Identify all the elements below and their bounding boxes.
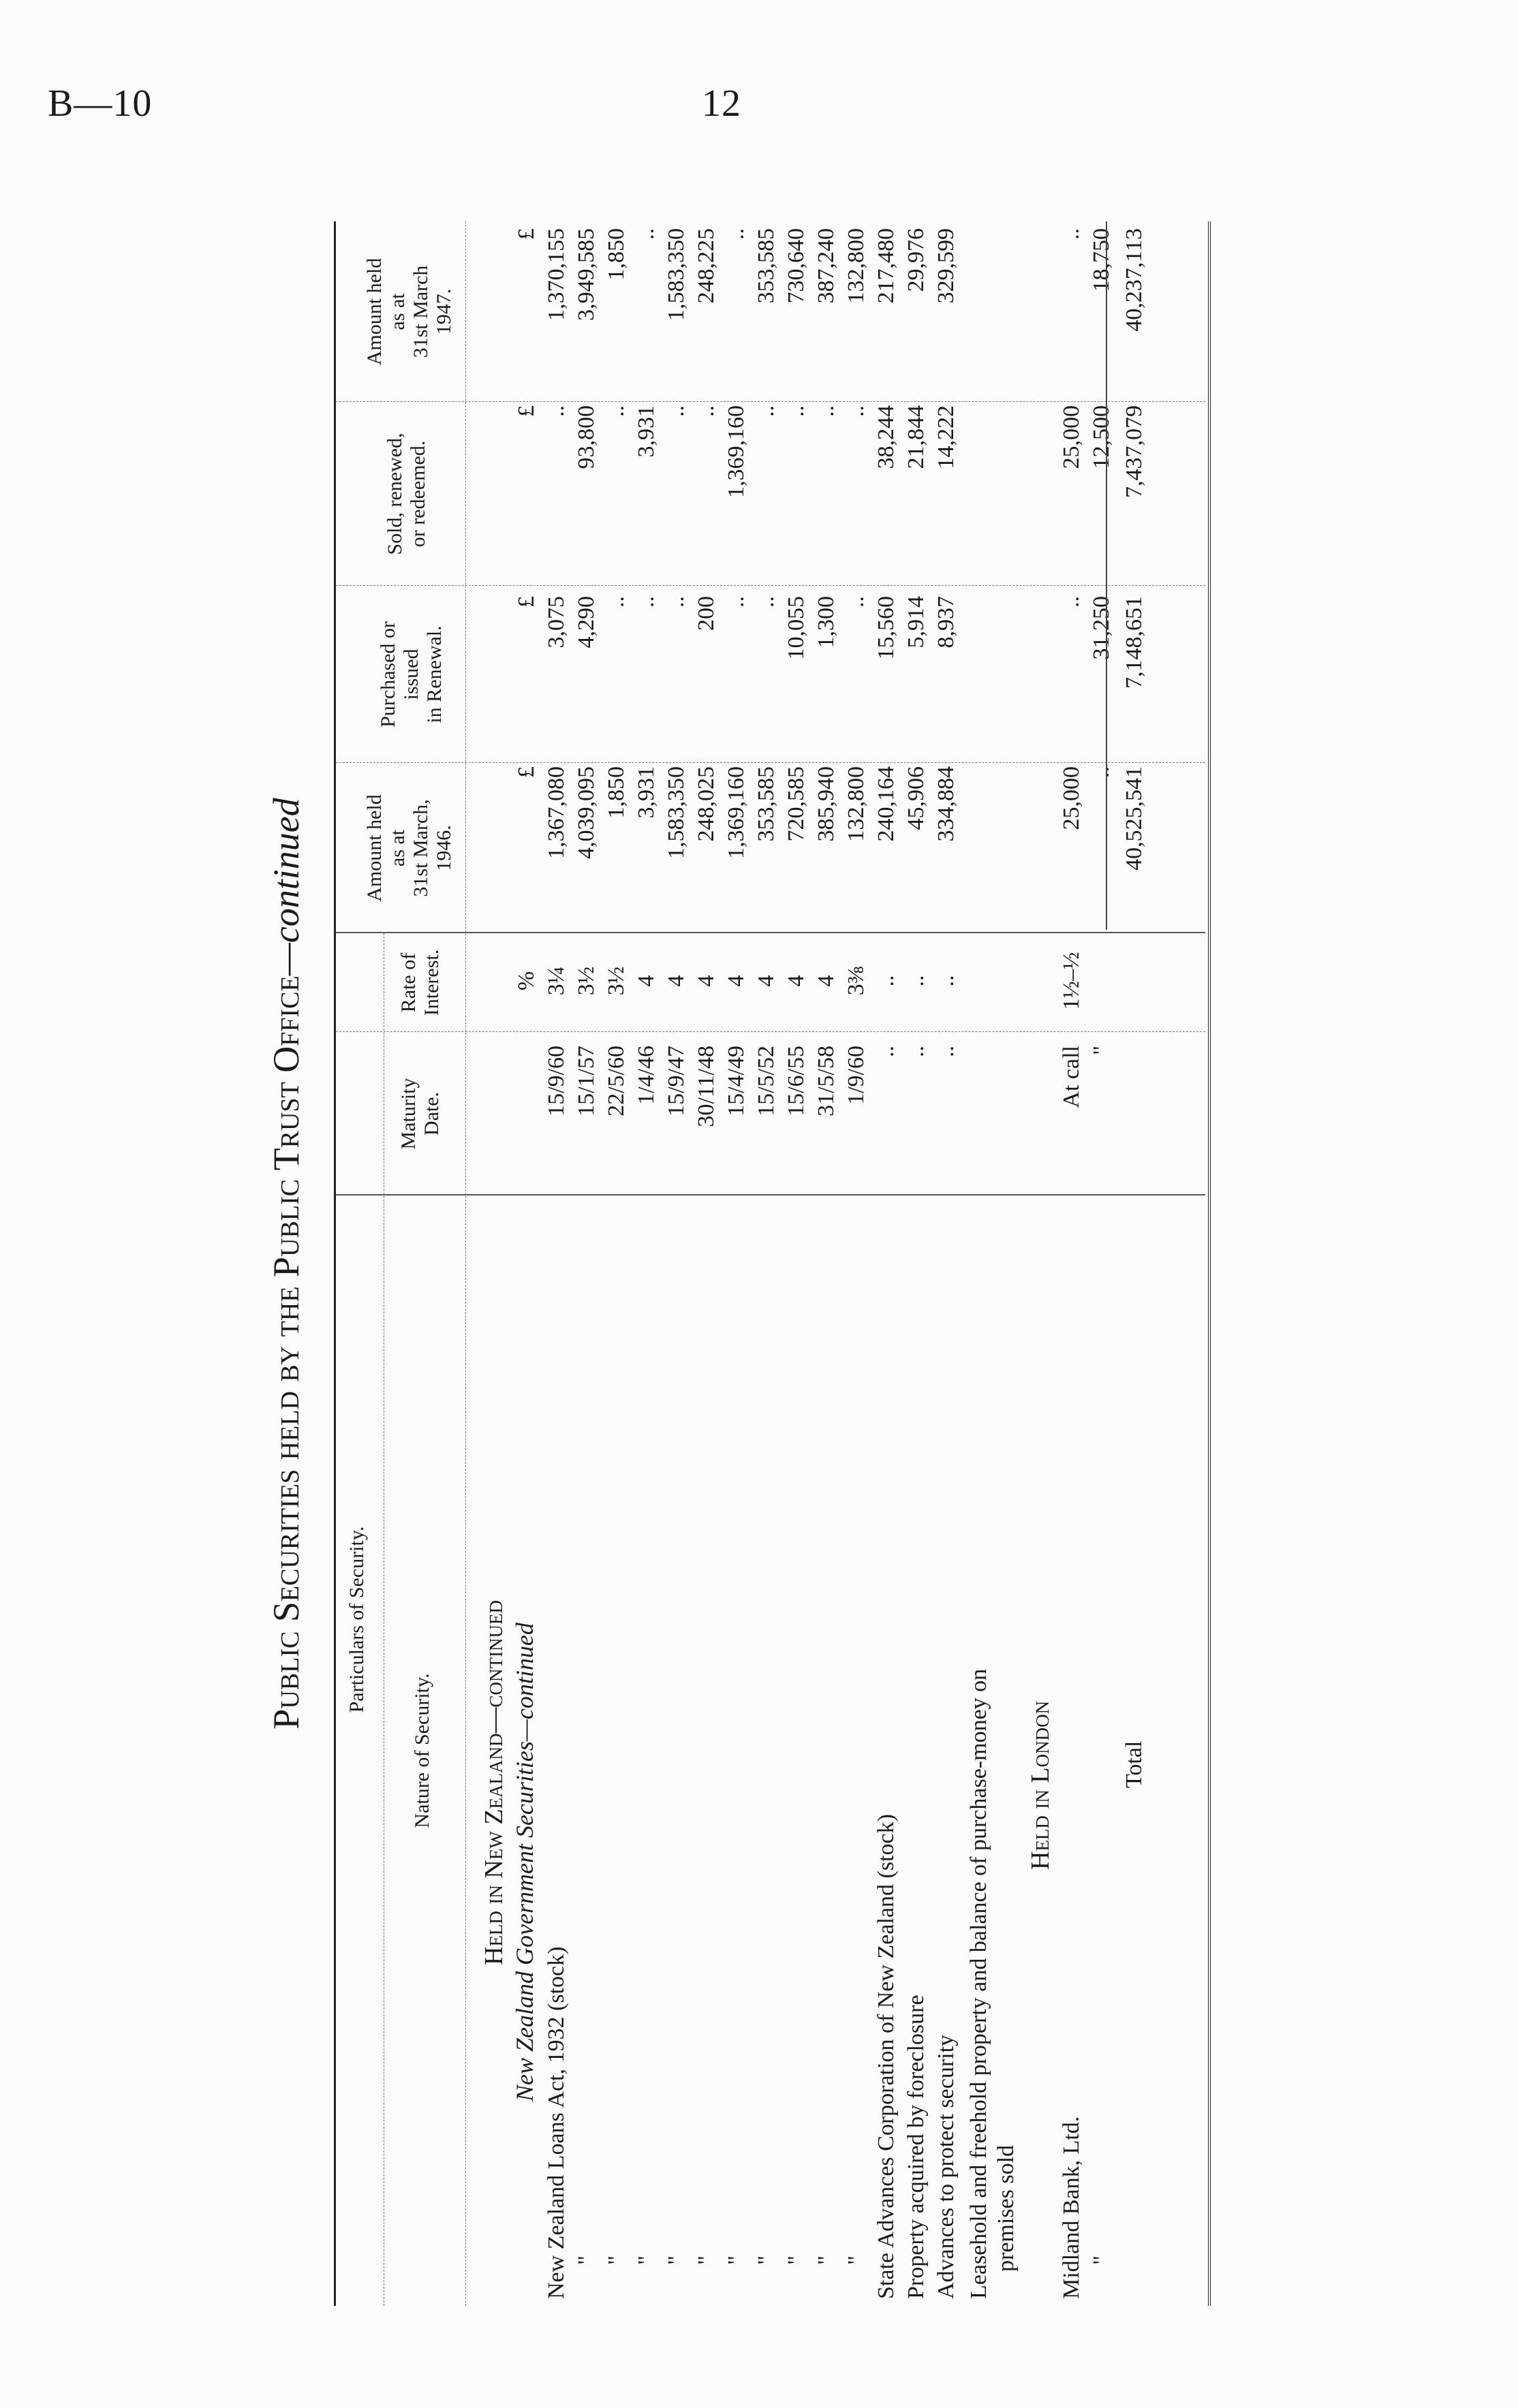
header-rule xyxy=(465,221,466,2306)
row-purchased: 4,290 xyxy=(574,596,599,648)
row-nature: " xyxy=(664,2255,689,2265)
row-purchased: .. xyxy=(634,596,659,608)
total-row xyxy=(1119,221,1149,2306)
row-amount-1947: 1,583,350 xyxy=(664,228,689,321)
row-nature: Midland Bank, Ltd. xyxy=(1059,2116,1084,2299)
row-amount-1946: 334,884 xyxy=(933,766,959,842)
row-sold: 3,931 xyxy=(634,405,659,458)
row-rate: 3⅜ xyxy=(843,966,869,996)
row-purchased: .. xyxy=(843,596,869,608)
row-amount-1947: 1,370,155 xyxy=(544,228,569,321)
total-amount-1946: 40,525,541 xyxy=(1121,766,1147,871)
table-title-continued: —continued xyxy=(266,798,307,976)
section-held-in-nz: Held in New Zealand—continued xyxy=(480,1599,508,1965)
unit-pound: £ xyxy=(514,228,539,240)
row-nature: " xyxy=(843,2255,869,2265)
row-sold: 21,844 xyxy=(903,405,929,469)
row-rate: 4 xyxy=(694,975,719,987)
table-row xyxy=(931,221,961,2306)
unit-pound: £ xyxy=(514,766,539,778)
table-row xyxy=(901,221,931,2306)
row-amount-1946: 3,931 xyxy=(634,766,659,819)
total-sold: 7,437,079 xyxy=(1121,405,1147,498)
row-amount-1946: 353,585 xyxy=(754,766,779,842)
header-particulars: Particulars of Security. xyxy=(345,1526,368,1713)
row-amount-1947: 217,480 xyxy=(873,228,899,304)
table-row xyxy=(602,221,632,2306)
row-sold: 25,000 xyxy=(1059,405,1084,469)
row-sold: .. xyxy=(694,405,719,417)
row-purchased: 3,075 xyxy=(544,596,569,648)
header-maturity: Maturity Date. xyxy=(397,1078,443,1150)
header-sold: Sold, renewed, or redeemed. xyxy=(384,433,429,555)
table-row xyxy=(662,221,692,2306)
row-purchased: 8,937 xyxy=(933,596,959,648)
securities-table xyxy=(334,221,1211,2306)
row-purchased: 10,055 xyxy=(784,596,809,660)
row-purchased: .. xyxy=(1059,596,1084,608)
row-amount-1946: 1,369,160 xyxy=(724,766,749,859)
row-nature: " xyxy=(634,2255,659,2265)
row-maturity: 15/9/47 xyxy=(664,1046,689,1116)
row-rate: 4 xyxy=(814,975,839,987)
row-nature: " xyxy=(604,2255,629,2265)
row-amount-1946: 1,367,080 xyxy=(544,766,569,859)
row-sold: .. xyxy=(784,405,809,417)
row-nature: premises sold xyxy=(993,2144,1019,2272)
row-amount-1946: 240,164 xyxy=(873,766,899,842)
total-amount-1947: 40,237,113 xyxy=(1121,228,1147,332)
row-maturity: 15/5/52 xyxy=(754,1046,779,1116)
row-amount-1946: 4,039,095 xyxy=(574,766,599,859)
row-purchased: 31,250 xyxy=(1089,596,1114,660)
row-amount-1947: 1,850 xyxy=(604,228,629,281)
table-row xyxy=(632,221,662,2306)
row-maturity: .. xyxy=(873,1046,899,1057)
row-purchased: 15,560 xyxy=(873,596,899,660)
row-purchased: .. xyxy=(754,596,779,608)
row-nature: Advances to protect security xyxy=(933,2034,959,2299)
row-purchased: .. xyxy=(664,596,689,608)
row-amount-1946: 25,000 xyxy=(1059,766,1084,830)
row-sold: .. xyxy=(754,405,779,417)
row-amount-1947: 353,585 xyxy=(754,228,779,304)
row-nature: " xyxy=(1089,2255,1114,2265)
row-maturity: At call xyxy=(1059,1046,1084,1108)
row-nature: " xyxy=(724,2255,749,2265)
row-amount-1947: 18,750 xyxy=(1089,228,1114,292)
row-nature: " xyxy=(784,2255,809,2265)
row-amount-1946: 132,800 xyxy=(843,766,869,842)
table-row xyxy=(871,221,901,2306)
row-maturity: " xyxy=(1089,1046,1114,1055)
row-amount-1946: 1,583,350 xyxy=(664,766,689,859)
row-amount-1947: 248,225 xyxy=(694,228,719,304)
row-amount-1947: 387,240 xyxy=(814,228,839,304)
row-maturity: 15/6/55 xyxy=(784,1046,809,1116)
row-amount-1947: 3,949,585 xyxy=(574,228,599,321)
row-sold: 14,222 xyxy=(933,405,959,469)
table-row xyxy=(811,221,841,2306)
row-nature: " xyxy=(814,2255,839,2265)
section-held-in-london: Held in London xyxy=(1026,1700,1055,1870)
unit-pound: £ xyxy=(514,405,539,417)
units-row xyxy=(512,221,542,2306)
table-row xyxy=(1057,221,1087,2306)
row-rate: .. xyxy=(873,975,899,987)
row-maturity: 22/5/60 xyxy=(604,1046,629,1116)
row-nature: Leasehold and freehold property and balance of purchase-money on xyxy=(966,1668,991,2299)
row-amount-1947: 730,640 xyxy=(784,228,809,304)
row-amount-1947: 29,976 xyxy=(903,228,929,292)
row-sold: 1,369,160 xyxy=(724,405,749,498)
row-rate: 3¼ xyxy=(544,966,569,996)
row-purchased: .. xyxy=(604,596,629,608)
header-rate: Rate of Interest. xyxy=(397,949,443,1016)
row-maturity: 31/5/58 xyxy=(814,1046,839,1116)
header-amount-1946: Amount held as at 31st March, 1946. xyxy=(363,794,455,902)
row-sold: .. xyxy=(544,405,569,417)
row-maturity: 15/1/57 xyxy=(574,1046,599,1116)
row-nature: New Zealand Loans Act, 1932 (stock) xyxy=(544,1946,569,2299)
table-row xyxy=(991,221,1021,2306)
total-label: Total xyxy=(1121,1740,1147,1788)
row-sold: 12,500 xyxy=(1089,405,1114,469)
document-code: B—10 xyxy=(48,82,153,125)
row-amount-1946: 1,850 xyxy=(604,766,629,819)
table-title xyxy=(259,221,313,2306)
table-row xyxy=(542,221,572,2306)
table-row xyxy=(841,221,871,2306)
row-nature: " xyxy=(694,2255,719,2265)
subsection-nz-government: New Zealand Government Securities—continued xyxy=(511,1623,538,2101)
row-amount-1946: 45,906 xyxy=(903,766,929,830)
page-number: 12 xyxy=(702,82,741,125)
header-purchased: Purchased or issued in Renewal. xyxy=(377,621,446,728)
row-amount-1947: 329,599 xyxy=(933,228,959,304)
row-nature: " xyxy=(574,2255,599,2265)
row-sold: .. xyxy=(604,405,629,417)
table-row xyxy=(722,221,752,2306)
row-maturity: .. xyxy=(903,1046,929,1057)
row-rate: 3½ xyxy=(604,966,629,996)
row-amount-1946: 720,585 xyxy=(784,766,809,842)
unit-percent: % xyxy=(514,971,539,991)
row-amount-1946: .. xyxy=(1089,766,1114,778)
row-rate: .. xyxy=(903,975,929,987)
row-maturity: 30/11/48 xyxy=(694,1046,719,1127)
table-row xyxy=(1087,221,1117,2306)
table-row xyxy=(752,221,781,2306)
row-purchased: .. xyxy=(724,596,749,608)
row-nature: " xyxy=(754,2255,779,2265)
row-amount-1947: .. xyxy=(1059,228,1084,240)
table-row xyxy=(572,221,602,2306)
row-maturity: 1/9/60 xyxy=(843,1046,869,1105)
table-row xyxy=(964,221,994,2306)
row-sold: .. xyxy=(814,405,839,417)
row-maturity: 1/4/46 xyxy=(634,1046,659,1105)
row-amount-1947: 132,800 xyxy=(843,228,869,304)
header-nature: Nature of Security. xyxy=(411,1673,433,1828)
table-title-main: Public Securities held by the Public Trust Office xyxy=(266,975,307,1730)
row-amount-1947: .. xyxy=(724,228,749,240)
total-purchased: 7,148,651 xyxy=(1121,596,1147,689)
header-amount-1947: Amount held as at 31st March 1947. xyxy=(363,257,455,366)
total-rule xyxy=(1106,221,1107,930)
row-maturity: .. xyxy=(933,1046,959,1057)
row-rate: 4 xyxy=(754,975,779,987)
row-rate: 4 xyxy=(634,975,659,987)
rotated-table-block xyxy=(259,221,1206,2306)
row-amount-1946: 385,940 xyxy=(814,766,839,842)
row-amount-1947: .. xyxy=(634,228,659,240)
row-nature: State Advances Corporation of New Zealand (stock) xyxy=(873,1814,899,2299)
row-rate: 4 xyxy=(724,975,749,987)
row-nature: Property acquired by foreclosure xyxy=(903,1995,929,2299)
row-maturity: 15/9/60 xyxy=(544,1046,569,1116)
table-row xyxy=(781,221,811,2306)
row-rate: 1½–½ xyxy=(1059,952,1084,1010)
row-rate: 4 xyxy=(664,975,689,987)
row-rate: 4 xyxy=(784,975,809,987)
row-sold: 93,800 xyxy=(574,405,599,469)
row-purchased: 5,914 xyxy=(903,596,929,648)
row-sold: 38,244 xyxy=(873,405,899,469)
row-sold: .. xyxy=(843,405,869,417)
unit-pound: £ xyxy=(514,596,539,608)
table-row xyxy=(692,221,722,2306)
row-rate: .. xyxy=(933,975,959,987)
row-maturity: 15/4/49 xyxy=(724,1046,749,1116)
row-amount-1946: 248,025 xyxy=(694,766,719,842)
row-purchased: 1,300 xyxy=(814,596,839,648)
row-sold: .. xyxy=(664,405,689,417)
row-purchased: 200 xyxy=(694,596,719,631)
row-rate: 3½ xyxy=(574,966,599,996)
